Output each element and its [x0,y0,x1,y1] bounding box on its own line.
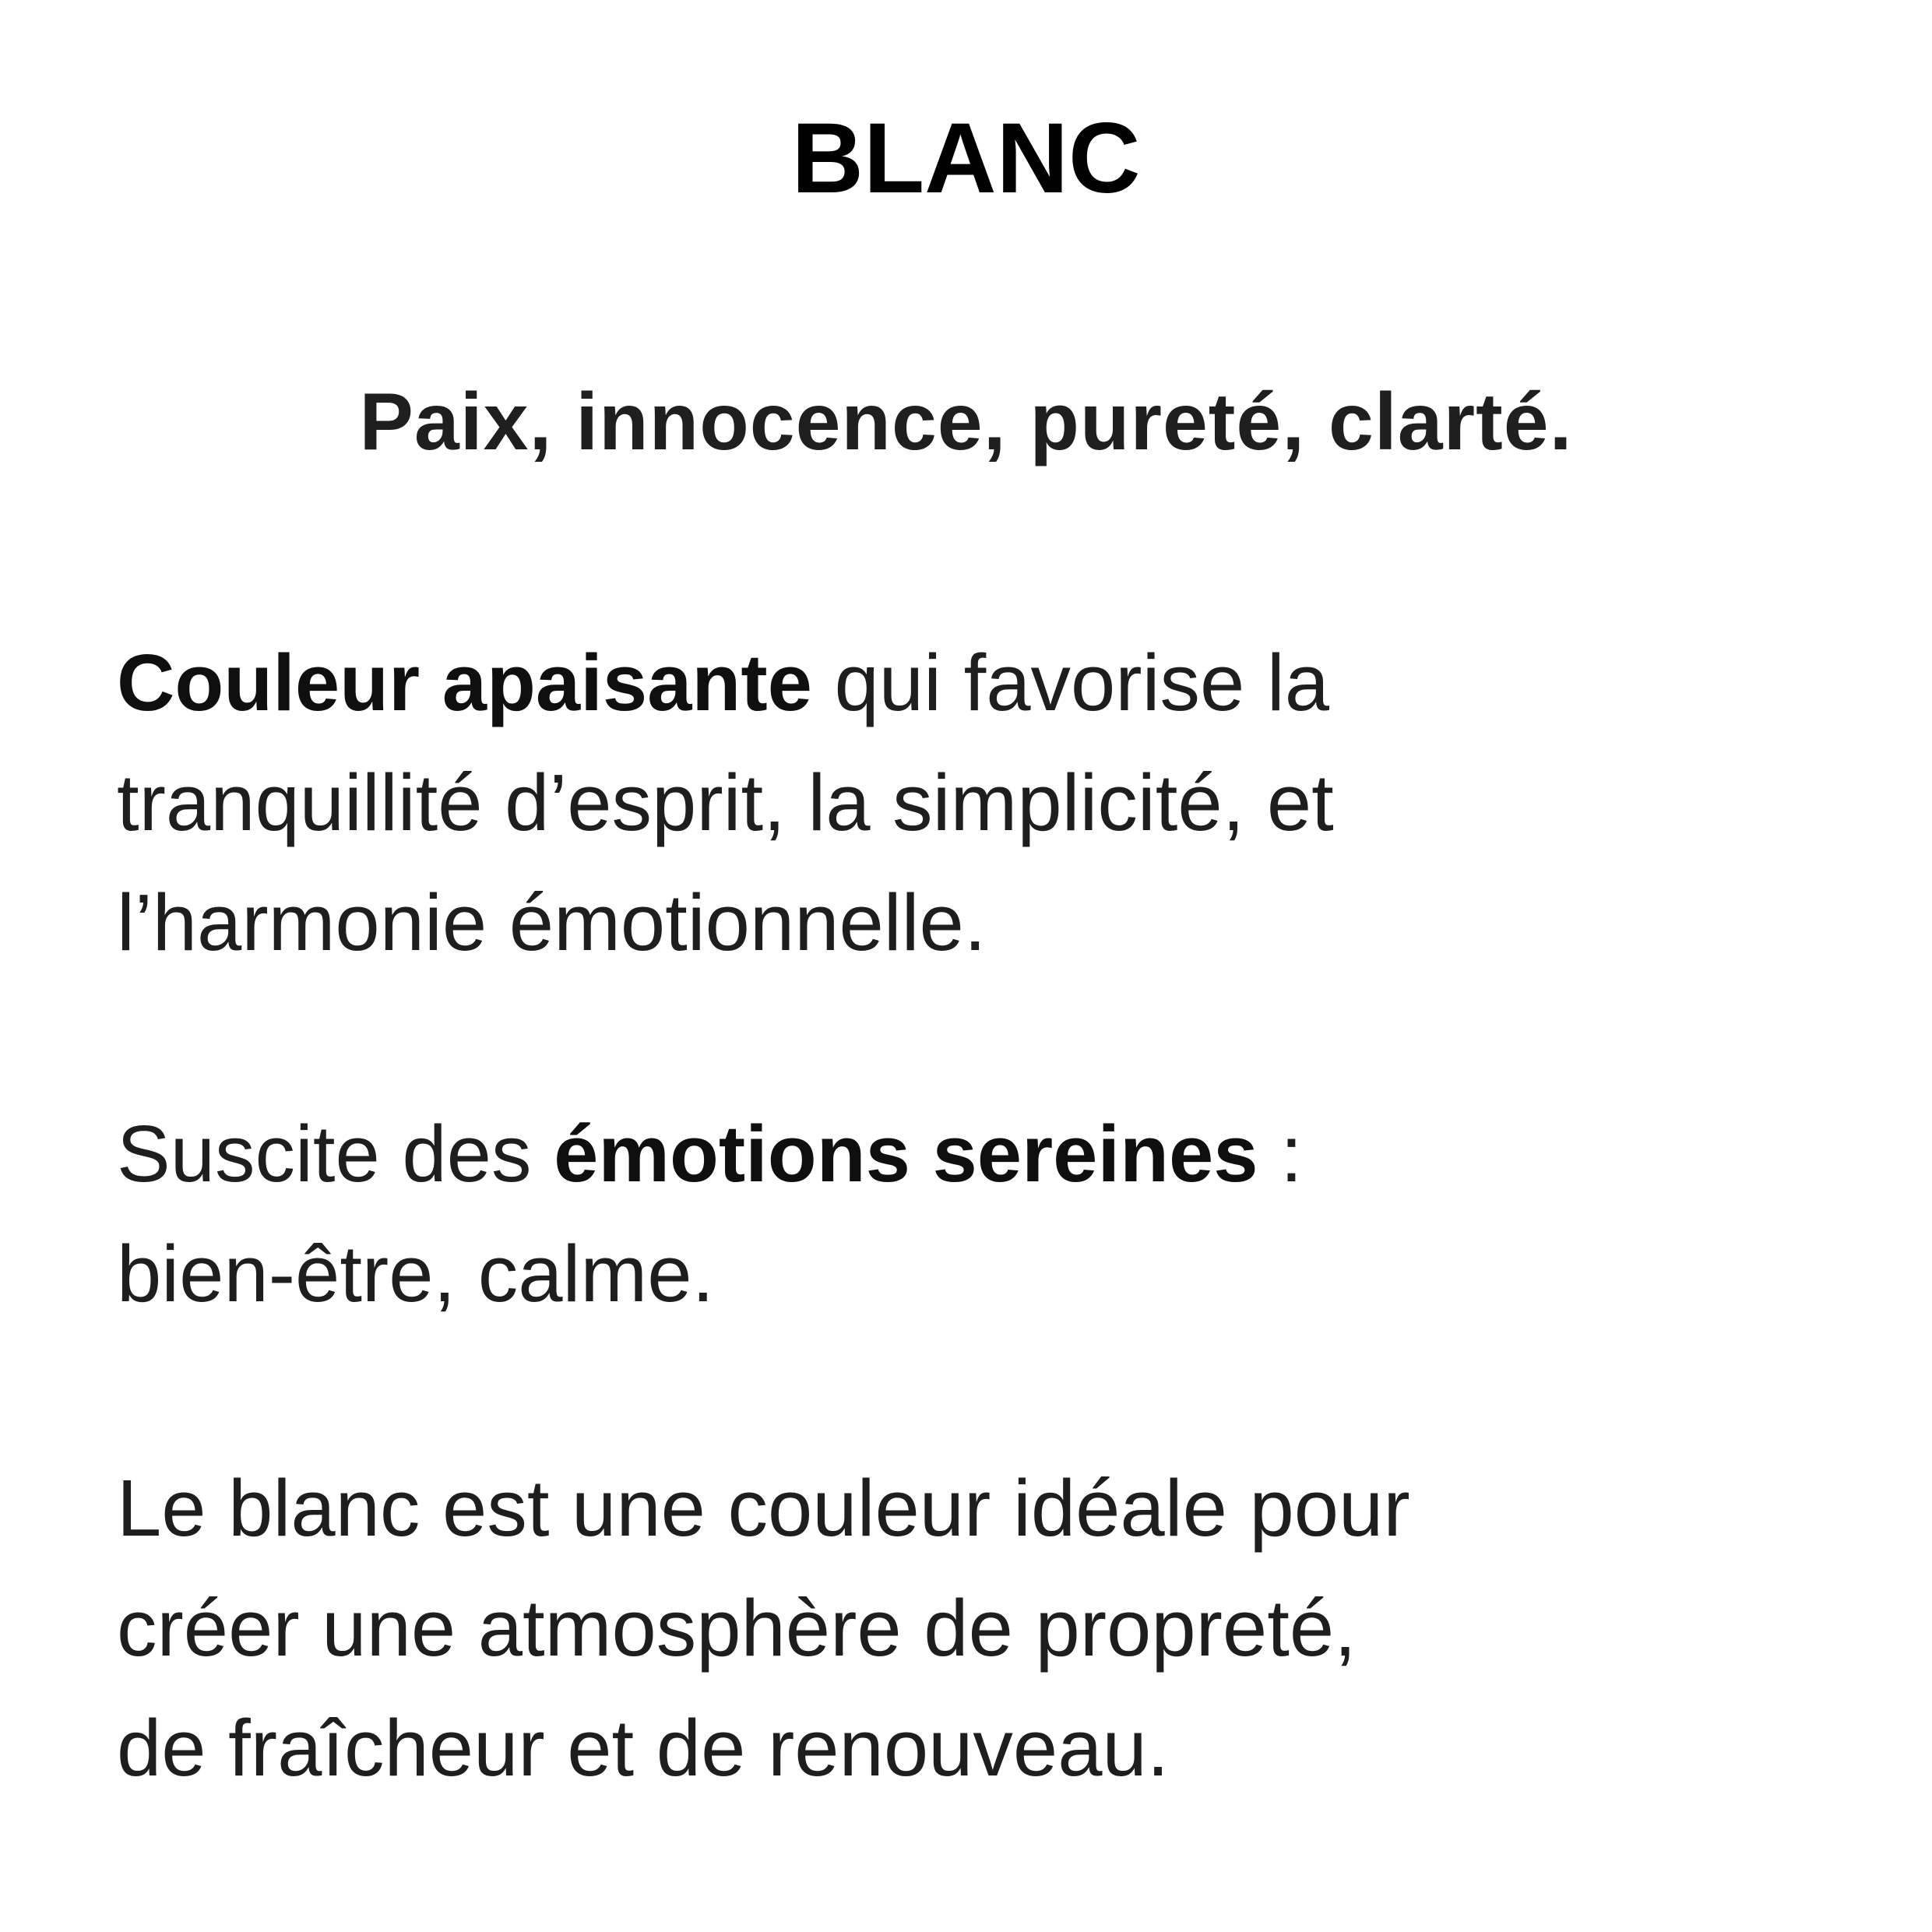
paragraph-ideal-color [117,1448,1830,1808]
paragraph-line [117,1094,1830,1214]
bold-phrase: émotions sereines [554,1109,1258,1198]
paragraph-serene-emotions [117,1094,1830,1334]
paragraph-line [117,623,1830,743]
paragraph-line: tranquillité d’esprit, la simplicité, et [117,758,1334,847]
paragraph-calming-color [117,623,1830,983]
paragraph-line: créer une atmosphère de propreté, [117,1583,1357,1673]
page-subtitle: Paix, innocence, pureté, clarté. [359,377,1573,467]
page-title: BLANC [791,103,1141,214]
text-run: : [1258,1109,1303,1198]
paragraph-line: Le blanc est une couleur idéale pour [117,1463,1410,1553]
text-run: qui favorise la [811,638,1330,727]
paragraph-line: de fraîcheur et de renouveau. [117,1703,1170,1793]
paragraph-line: bien-être, calme. [117,1229,715,1318]
paragraph-line: l’harmonie émotionnelle. [117,878,987,967]
text-run: Suscite des [117,1109,554,1198]
bold-phrase: Couleur apaisante [117,638,812,727]
